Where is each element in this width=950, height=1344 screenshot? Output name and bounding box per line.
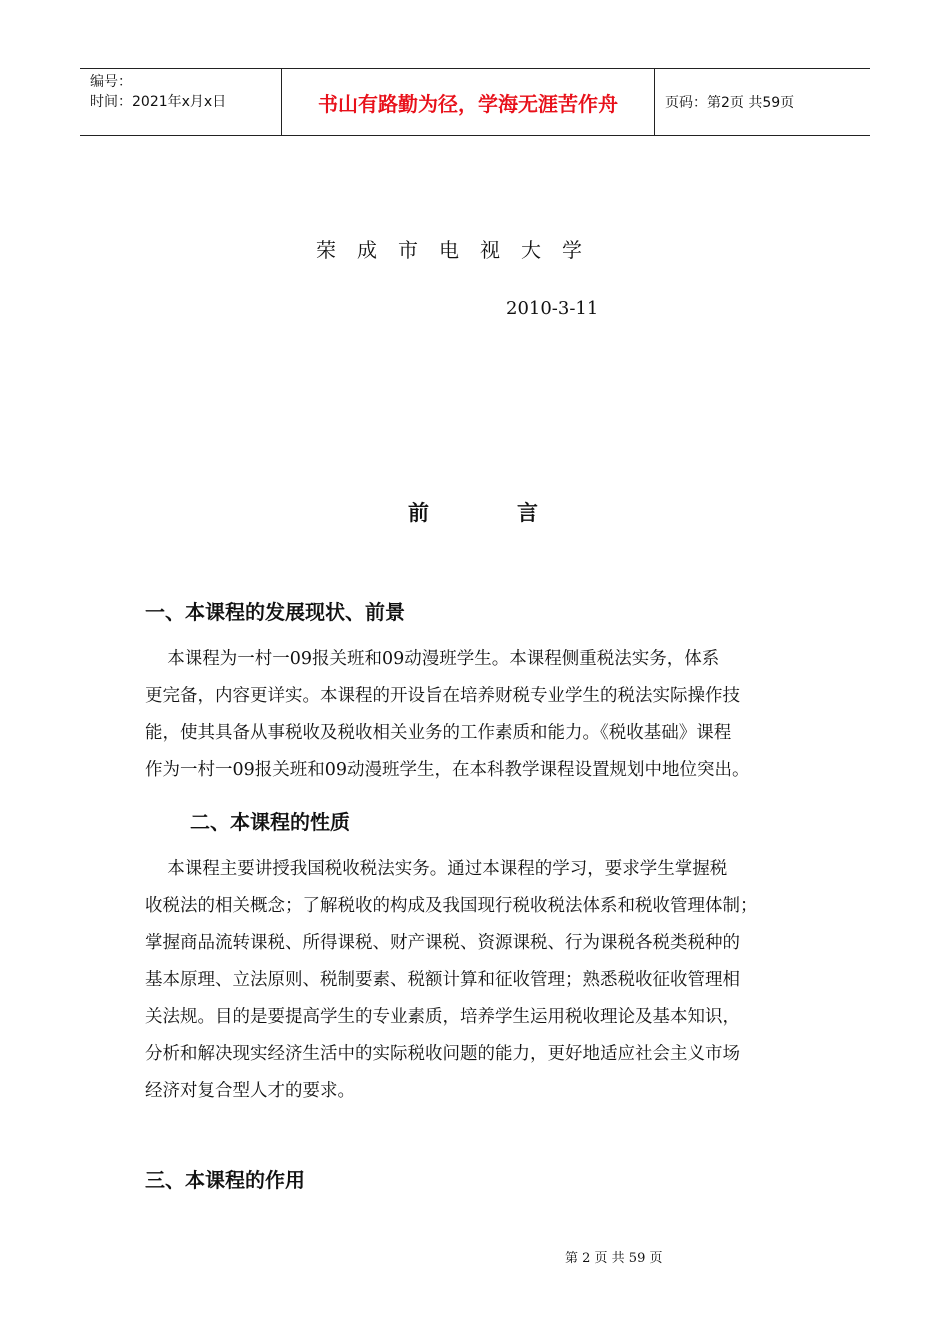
document-header-table xyxy=(80,68,870,136)
preface-char-1: 前 xyxy=(408,501,429,525)
paragraph-line: 分析和解决现实经济生活中的实际税收问题的能力，更好地适应社会主义市场 xyxy=(145,1044,740,1064)
paragraph-line: 收税法的相关概念；了解税收的构成及我国现行税收税法体系和税收管理体制； xyxy=(145,896,758,916)
paragraph-line: 更完备，内容更详实。本课程的开设旨在培养财税专业学生的税法实际操作技 xyxy=(145,686,740,706)
paragraph-line: 掌握商品流转课税、所得课税、财产课税、资源课税、行为课税各税类税种的 xyxy=(145,933,740,953)
section-1-heading: 一、本课程的发展现状、前景 xyxy=(145,600,405,624)
preface-char-2: 言 xyxy=(517,501,538,525)
section-3-heading: 三、本课程的作用 xyxy=(145,1168,305,1192)
paragraph-line: 作为一村一09报关班和09动漫班学生，在本科教学课程设置规划中地位突出。 xyxy=(145,760,750,780)
header-page-info: 页码：第2页 共59页 xyxy=(665,95,795,111)
section-2-body xyxy=(145,851,815,1110)
header-motto: 书山有路勤为径，学海无涯苦作舟 xyxy=(282,69,655,135)
document-date: 2010-3-11 xyxy=(506,298,599,319)
school-name: 荣成市电视大学 xyxy=(316,238,603,262)
paragraph-line: 本课程主要讲授我国税收税法实务。通过本课程的学习，要求学生掌握税 xyxy=(145,859,728,879)
paragraph-line: 本课程为一村一09报关班和09动漫班学生。本课程侧重税法实务，体系 xyxy=(145,649,720,669)
section-2-heading: 二、本课程的性质 xyxy=(190,810,350,834)
header-meta-cell xyxy=(80,69,282,135)
time-label: 时间：2021年x月x日 xyxy=(90,94,227,110)
page-footer: 第 2 页 共 59 页 xyxy=(565,1251,663,1266)
preface-heading xyxy=(408,497,538,527)
paragraph-line: 关法规。目的是要提高学生的专业素质，培养学生运用税收理论及基本知识， xyxy=(145,1007,740,1027)
section-1-body xyxy=(145,641,815,789)
serial-number-label: 编号： xyxy=(90,74,132,90)
paragraph-line: 能，使其具备从事税收及税收相关业务的工作素质和能力。《税收基础》课程 xyxy=(145,723,732,743)
paragraph-line: 基本原理、立法原则、税制要素、税额计算和征收管理；熟悉税收征收管理相 xyxy=(145,970,740,990)
paragraph-line: 经济对复合型人才的要求。 xyxy=(145,1081,355,1101)
